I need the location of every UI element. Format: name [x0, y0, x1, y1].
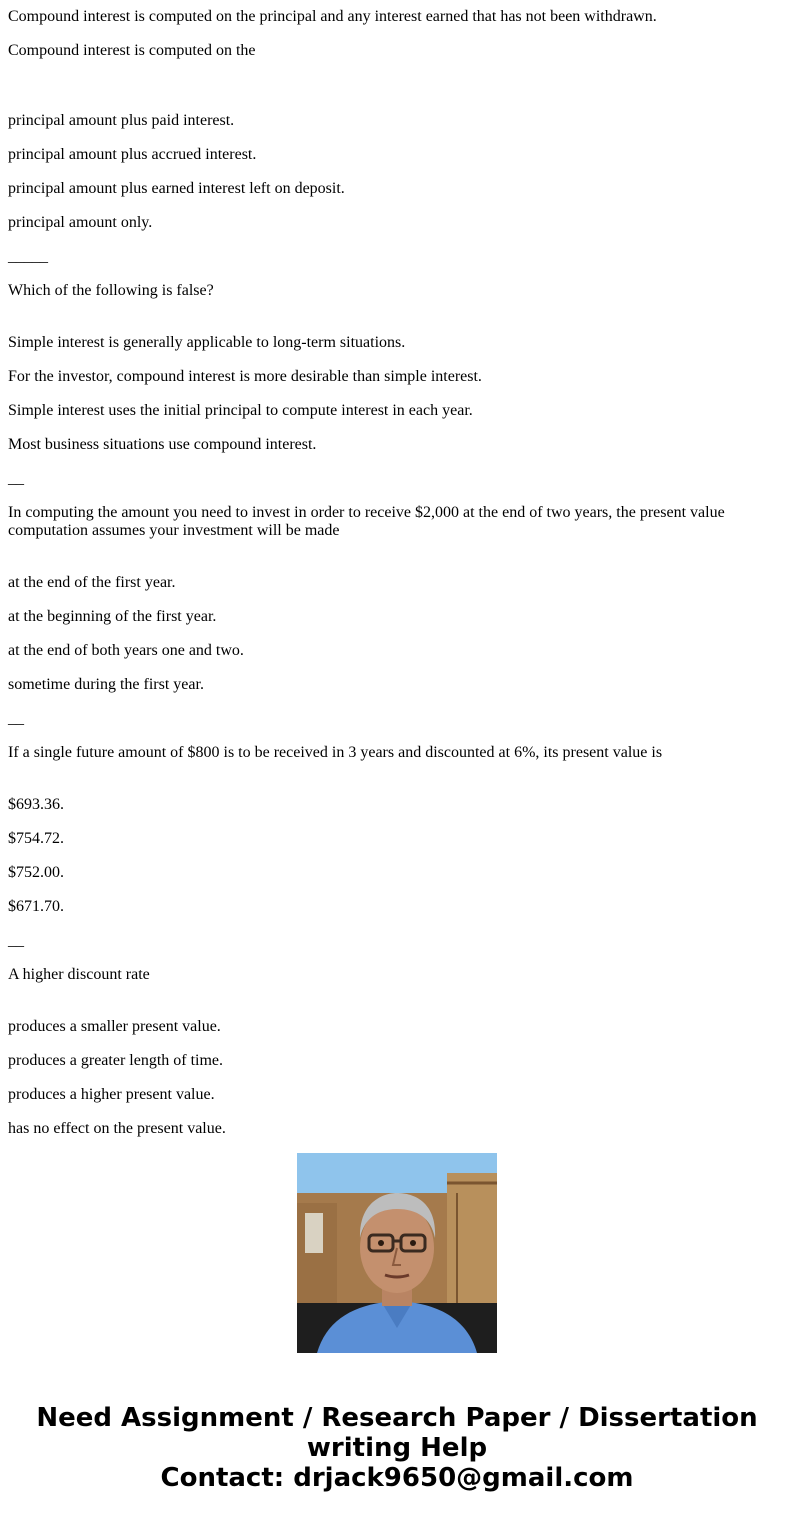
contact-email: Contact: drjack9650@gmail.com — [160, 1463, 634, 1493]
intro-text: Compound interest is computed on the principal and any interest earned that has not been withdrawn. — [8, 8, 657, 25]
question-2 — [8, 282, 786, 488]
avatar — [297, 1153, 497, 1353]
answer-options — [8, 334, 786, 454]
question-3 — [8, 504, 786, 728]
question-stem: In computing the amount you need to invest in order to receive $2,000 at the end of two years, the present value computation assumes your investment will be made — [8, 504, 725, 539]
answer-option: $693.36. — [8, 796, 64, 813]
answer-option: produces a higher present value. — [8, 1086, 215, 1103]
question-stem: A higher discount rate — [8, 966, 150, 983]
answer-option: at the end of the first year. — [8, 574, 176, 591]
separator-line: __ — [8, 710, 24, 727]
answer-option: For the investor, compound interest is more desirable than simple interest. — [8, 368, 482, 385]
answer-option: Simple interest uses the initial principal to compute interest in each year. — [8, 402, 473, 419]
contact-banner-line: Need Assignment / Research Paper / Dissertation — [36, 1403, 758, 1433]
question-1 — [8, 42, 786, 266]
answer-option: at the beginning of the first year. — [8, 608, 217, 625]
answer-option: principal amount only. — [8, 214, 153, 231]
answer-option: produces a greater length of time. — [8, 1052, 224, 1069]
answer-option: produces a smaller present value. — [8, 1018, 221, 1035]
answer-options — [8, 574, 786, 694]
answer-option: $671.70. — [8, 898, 64, 915]
document-body — [8, 0, 786, 1137]
contact-banner-line: writing Help — [306, 1433, 488, 1463]
answer-option: principal amount plus earned interest left on deposit. — [8, 180, 345, 197]
answer-options — [8, 796, 786, 916]
answer-option: has no effect on the present value. — [8, 1120, 226, 1137]
answer-option: sometime during the first year. — [8, 676, 204, 693]
answer-options — [8, 1018, 786, 1138]
contact-banner — [0, 1403, 794, 1493]
answer-options — [8, 112, 786, 232]
separator-line: __ — [8, 470, 24, 487]
question-4 — [8, 744, 786, 950]
answer-option: principal amount plus paid interest. — [8, 112, 235, 129]
avatar-portrait-image — [297, 1153, 497, 1353]
answer-option: $752.00. — [8, 864, 64, 881]
answer-option: Most business situations use compound interest. — [8, 436, 317, 453]
question-stem: Compound interest is computed on the — [8, 42, 256, 59]
answer-option: Simple interest is generally applicable to long-term situations. — [8, 334, 406, 351]
question-5 — [8, 966, 786, 1138]
separator-line: _____ — [8, 248, 48, 265]
answer-option: at the end of both years one and two. — [8, 642, 244, 659]
answer-option: principal amount plus accrued interest. — [8, 146, 257, 163]
separator-line: __ — [8, 932, 24, 949]
answer-option: $754.72. — [8, 830, 64, 847]
question-stem: Which of the following is false? — [8, 282, 214, 299]
question-stem: If a single future amount of $800 is to be received in 3 years and discounted at 6%, its present value is — [8, 744, 663, 761]
